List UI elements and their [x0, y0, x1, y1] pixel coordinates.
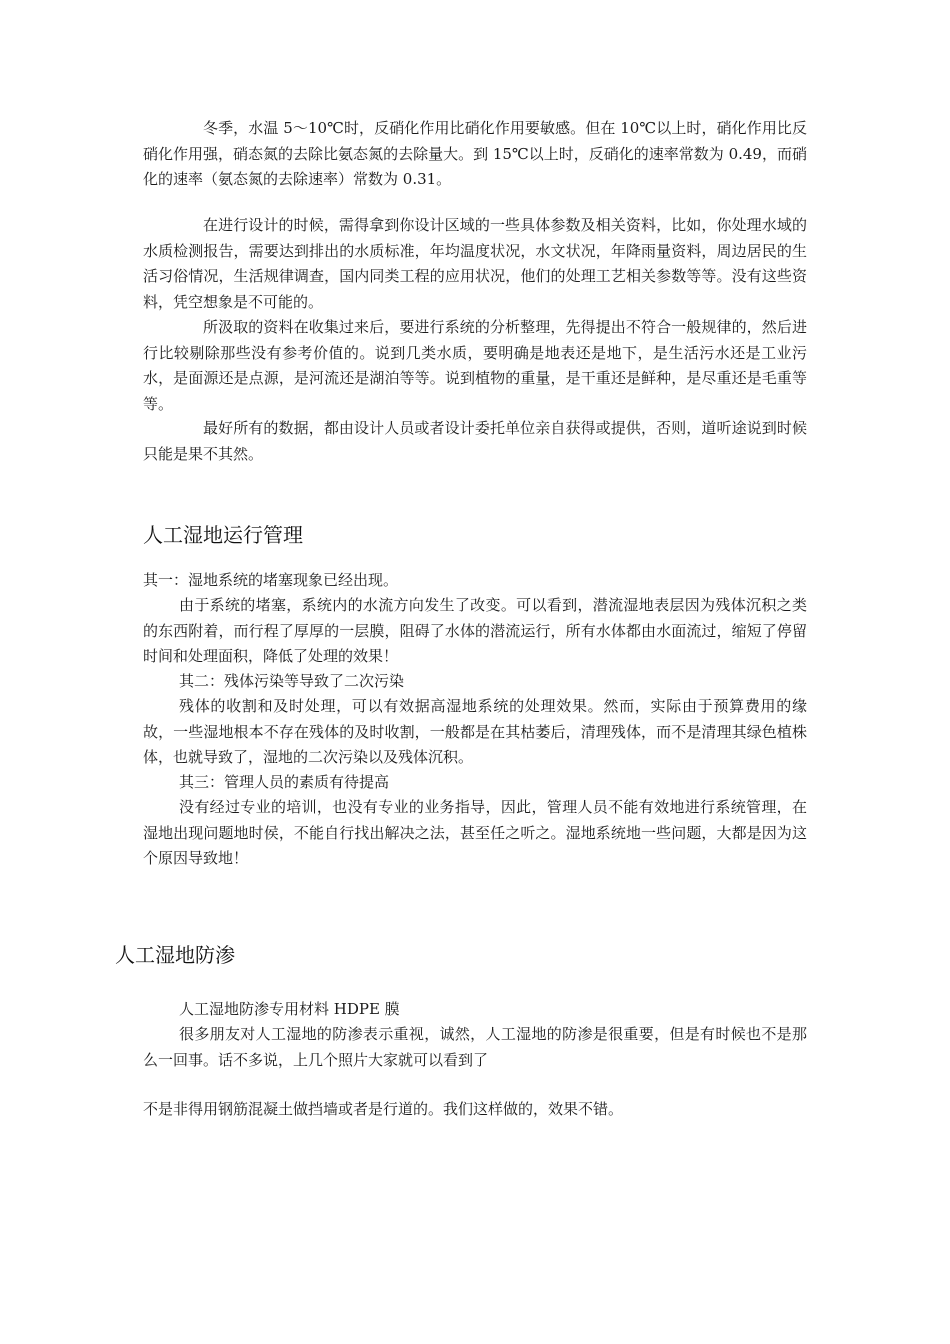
item1-body: 由于系统的堵塞，系统内的水流方向发生了改变。可以看到，潜流湿地表层因为残体沉积之类的东西附着，而行程了厚厚的一层膜，阻碍了水体的潜流运行，所有水体都由水面流过，缩短了停留时间和处理面积，降低了处理的效果！: [143, 596, 807, 666]
item2-heading: 其二：残体污染等导致了二次污染: [179, 672, 405, 690]
item2-body: 残体的收割和及时处理，可以有效据高湿地系统的处理效果。然而，实际由于预算费用的缘故，一些湿地根本不存在残体的及时收割，一般都是在其枯萎后，清理残体，而不是清理其绿色植株体，也就导致了，湿地的二次污染以及残体沉积。: [143, 697, 807, 767]
item3-body: 没有经过专业的培训，也没有专业的业务指导，因此，管理人员不能有效地进行系统管理，在湿地出现问题地时侯，不能自行找出解决之法，甚至任之听之。湿地系统地一些问题，大都是因为这个原因导致地！: [143, 798, 807, 868]
heading-seepage-prevention: 人工湿地防渗: [115, 943, 235, 967]
heading-operation-management: 人工湿地运行管理: [143, 523, 303, 547]
paragraph-nitrification: 冬季，水温 5～10℃时，反硝化作用比硝化作用要敏感。但在 10℃以上时，硝化作用比反硝化作用强，硝态氮的去除比氨态氮的去除量大。到 15℃以上时，反硝化的速率常数为 0.49，而硝化的速率（氨态氮的去除速率）常数为 0.31。: [143, 119, 807, 189]
item1-heading: 其一：湿地系统的堵塞现象已经出现。: [143, 571, 399, 589]
paragraph-seepage-importance: 很多朋友对人工湿地的防渗表示重视，诚然，人工湿地的防渗是很重要，但是有时候也不是那么一回事。话不多说，上几个照片大家就可以看到了: [143, 1025, 807, 1069]
item3-heading: 其三：管理人员的素质有待提高: [179, 773, 390, 791]
paragraph-hdpe: 人工湿地防渗专用材料 HDPE 膜: [179, 1000, 400, 1018]
paragraph-data-source: 最好所有的数据，都由设计人员或者设计委托单位亲自获得或提供，否则，道听途说到时候只能是果不其然。: [143, 419, 807, 463]
paragraph-design-data: 在进行设计的时候，需得拿到你设计区域的一些具体参数及相关资料，比如，你处理水域的水质检测报告，需要达到排出的水质标准，年均温度状况，水文状况，年降雨量资料，周边居民的生活习俗情况，生活规律调查，国内同类工程的应用状况，他们的处理工艺相关参数等等。没有这些资料，凭空想象是不可能的。: [143, 216, 807, 311]
paragraph-data-analysis: 所汲取的资料在收集过来后，要进行系统的分析整理，先得提出不符合一般规律的，然后进行比较剔除那些没有参考价值的。说到几类水质，要明确是地表还是地下，是生活污水还是工业污水，是面源还是点源，是河流还是湖泊等等。说到植物的重量，是干重还是鲜种，是尽重还是毛重等等。: [143, 318, 807, 413]
paragraph-retaining-wall: 不是非得用钢筋混凝土做挡墙或者是行道的。我们这样做的，效果不错。: [143, 1100, 624, 1118]
